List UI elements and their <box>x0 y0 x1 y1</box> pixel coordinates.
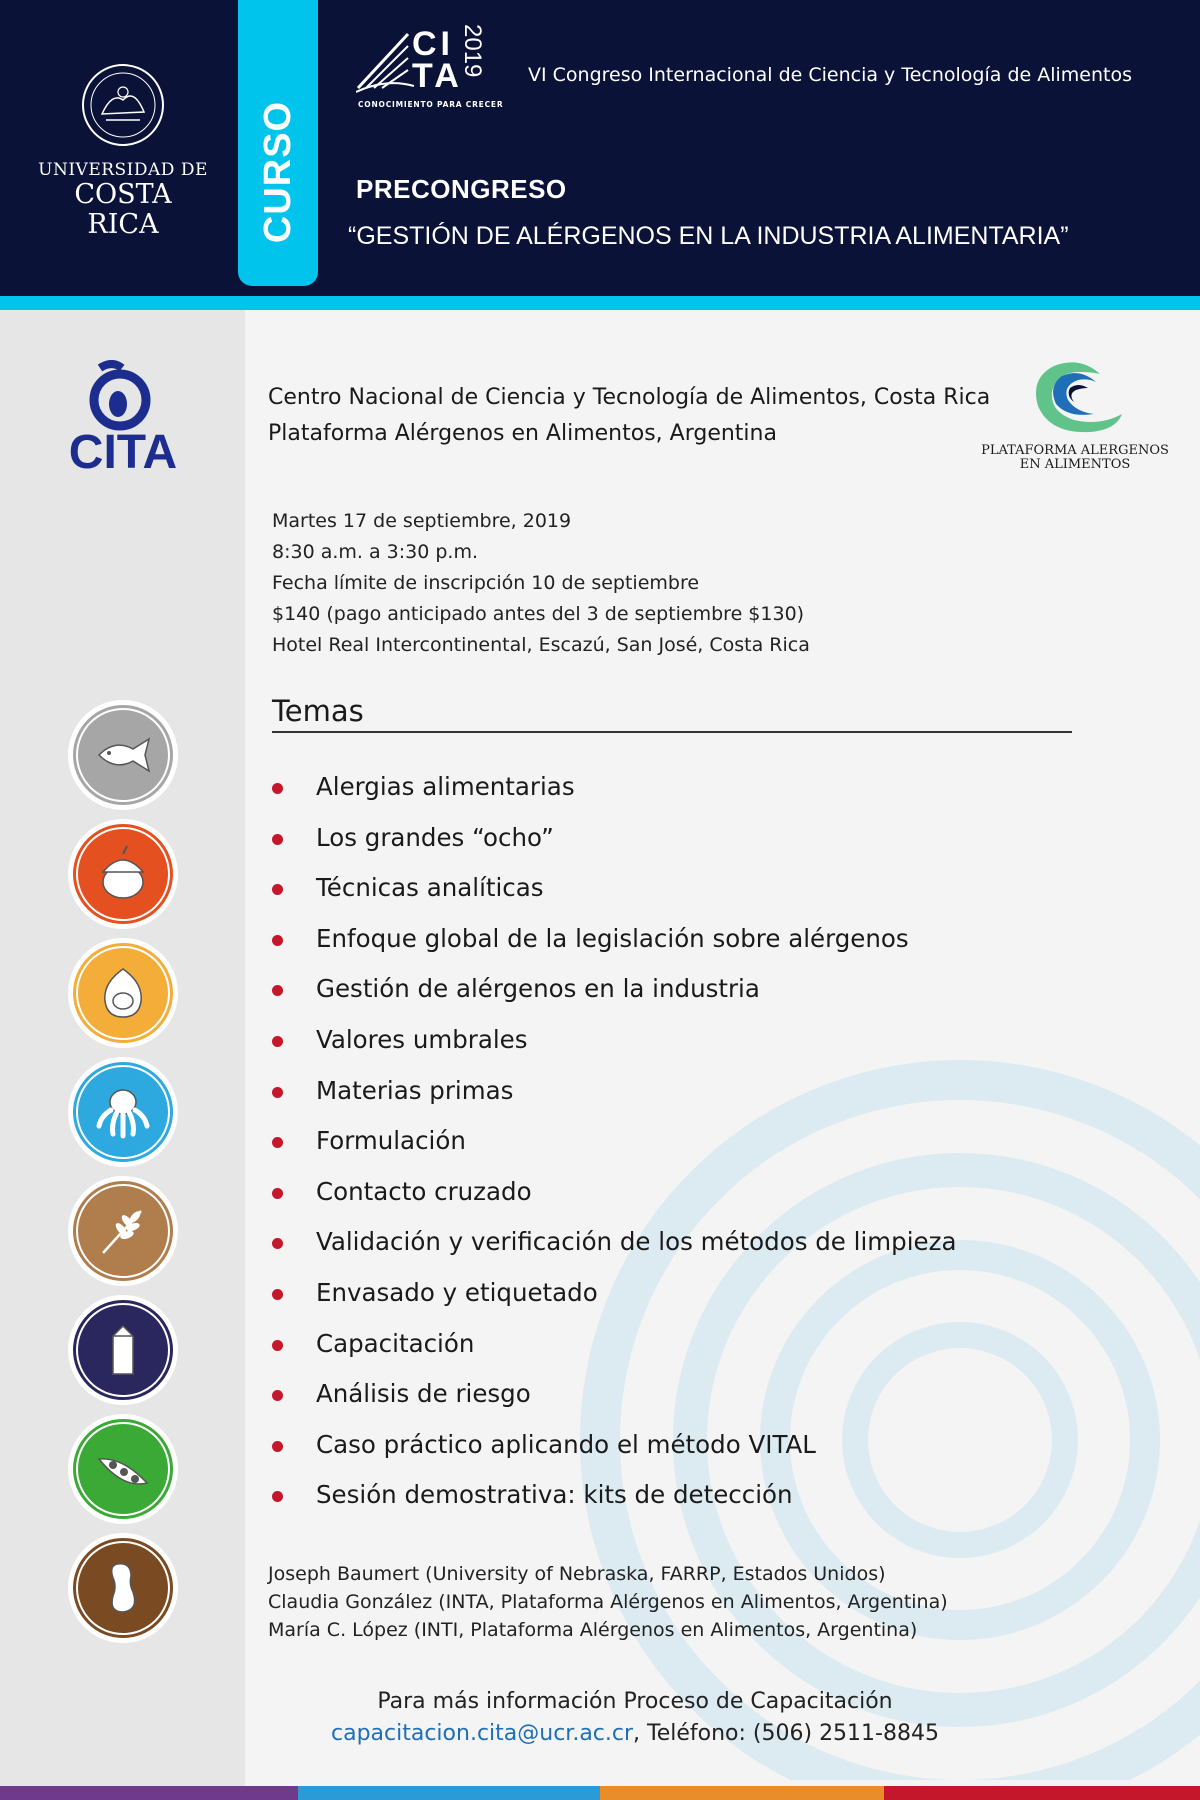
topic-item: Contacto cruzado <box>270 1167 1170 1218</box>
bullet-icon <box>272 1036 283 1047</box>
temas-divider <box>272 731 1072 733</box>
topic-item: Enfoque global de la legislación sobre alérgenos <box>270 914 1170 965</box>
event-details <box>272 506 810 661</box>
contact-phone: , Teléfono: (506) 2511-8845 <box>633 1721 939 1746</box>
topic-item: Capacitación <box>270 1319 1170 1370</box>
ucr-seal-icon <box>80 62 166 148</box>
precongreso-title: PRECONGRESO <box>356 174 567 204</box>
bullet-icon <box>272 1441 283 1452</box>
bottom-color-bar <box>0 1786 1200 1800</box>
bullet-icon <box>272 1238 283 1249</box>
event-price: $140 (pago anticipado antes del 3 de septiembre $130) <box>272 603 805 625</box>
curso-label: CURSO <box>257 100 299 244</box>
course-title: “GESTIÓN DE ALÉRGENOS EN LA INDUSTRIA ALIMENTARIA” <box>348 222 1069 250</box>
organizer-cita: Centro Nacional de Ciencia y Tecnología de Alimentos, Costa Rica <box>268 385 991 410</box>
allergen-icon-column <box>68 700 180 1652</box>
plataforma-logo-text <box>975 444 1175 472</box>
bullet-icon <box>272 1491 283 1502</box>
cita-letters-bottom: TA <box>412 57 463 95</box>
contact-line2 <box>245 1718 1025 1750</box>
bullet-icon <box>272 783 283 794</box>
nut-icon <box>93 844 153 904</box>
cita-logo-tagline: CONOCIMIENTO PARA CRECER <box>358 100 504 109</box>
bullet-icon <box>272 935 283 946</box>
topic-item: Caso práctico aplicando el método VITAL <box>270 1420 1170 1471</box>
university-name-line1: UNIVERSIDAD DE <box>38 160 208 180</box>
plataforma-swirl-icon <box>1020 356 1130 446</box>
cita-logo-letters <box>412 25 463 95</box>
bullet-icon <box>272 1087 283 1098</box>
topic-item: Valores umbrales <box>270 1015 1170 1066</box>
topic-item: Validación y verificación de los métodos de limpieza <box>270 1217 1170 1268</box>
peanut-allergen <box>68 1533 178 1643</box>
topic-item: Gestión de alérgenos en la industria <box>270 964 1170 1015</box>
egg-allergen <box>68 938 178 1048</box>
speaker-gonzalez: Claudia González (INTA, Plataforma Alérgenos en Alimentos, Argentina) <box>268 1591 948 1613</box>
event-date: Martes 17 de septiembre, 2019 <box>272 510 572 532</box>
nut-allergen <box>68 819 178 929</box>
cita-logo-year: 2019 <box>459 24 486 78</box>
octopus-icon <box>93 1082 153 1142</box>
topic-item: Formulación <box>270 1116 1170 1167</box>
milk-carton-icon <box>93 1320 153 1380</box>
header-banner <box>0 0 1200 296</box>
wheat-allergen <box>68 1176 178 1286</box>
peanut-icon <box>93 1558 153 1618</box>
milk-allergen <box>68 1295 178 1405</box>
topic-item: Envasado y etiquetado <box>270 1268 1170 1319</box>
topics-list <box>270 762 1170 1521</box>
contact-info <box>245 1686 1025 1750</box>
fish-icon <box>93 725 153 785</box>
bullet-icon <box>272 985 283 996</box>
university-name-line2: COSTA RICA <box>74 179 172 240</box>
egg-icon <box>93 963 153 1023</box>
ucr-logo <box>38 62 208 240</box>
cita-logo-text: CITA <box>68 426 178 475</box>
plataforma-logo-line1: PLATAFORMA ALERGENOS <box>981 443 1169 458</box>
cita-2019-logo <box>356 24 516 114</box>
plataforma-alergenos-logo <box>975 356 1175 476</box>
fish-allergen <box>68 700 178 810</box>
temas-heading: Temas <box>272 694 364 728</box>
bullet-icon <box>272 884 283 895</box>
soy-pod-icon <box>93 1439 153 1499</box>
cita-wing-icon <box>356 28 416 98</box>
topic-item: Los grandes “ocho” <box>270 813 1170 864</box>
event-time: 8:30 a.m. a 3:30 p.m. <box>272 541 479 563</box>
bottom-bar-red <box>884 1786 1200 1800</box>
bullet-icon <box>272 1390 283 1401</box>
bottom-bar-purple <box>0 1786 298 1800</box>
speaker-baumert: Joseph Baumert (University of Nebraska, FARRP, Estados Unidos) <box>268 1563 886 1585</box>
bullet-icon <box>272 1340 283 1351</box>
bullet-icon <box>272 1137 283 1148</box>
cita-logo-icon <box>58 360 188 475</box>
bullet-icon <box>272 834 283 845</box>
topic-item: Técnicas analíticas <box>270 863 1170 914</box>
speakers-list <box>268 1560 948 1644</box>
octopus-allergen <box>68 1057 178 1167</box>
wheat-icon <box>93 1201 153 1261</box>
topic-item: Materias primas <box>270 1066 1170 1117</box>
contact-email-link[interactable]: capacitacion.cita@ucr.ac.cr <box>331 1721 634 1746</box>
bullet-icon <box>272 1188 283 1199</box>
topic-item: Alergias alimentarias <box>270 762 1170 813</box>
header-stripe <box>0 296 1200 310</box>
bottom-bar-blue <box>298 1786 600 1800</box>
event-venue: Hotel Real Intercontinental, Escazú, San José, Costa Rica <box>272 634 810 656</box>
topic-item: Sesión demostrativa: kits de detección <box>270 1470 1170 1521</box>
plataforma-logo-line2: EN ALIMENTOS <box>1019 457 1131 472</box>
soy-allergen <box>68 1414 178 1524</box>
organizers <box>268 380 990 452</box>
speaker-lopez: María C. López (INTI, Plataforma Alérgenos en Alimentos, Argentina) <box>268 1619 918 1641</box>
cita-letters-top: CI <box>412 25 454 63</box>
topic-item: Análisis de riesgo <box>270 1369 1170 1420</box>
organizer-plataforma: Plataforma Alérgenos en Alimentos, Argentina <box>268 421 777 446</box>
contact-line1: Para más información Proceso de Capacitación <box>377 1689 893 1714</box>
event-deadline: Fecha límite de inscripción 10 de septiembre <box>272 572 700 594</box>
bullet-icon <box>272 1289 283 1300</box>
bottom-bar-orange <box>600 1786 884 1800</box>
congress-title: VI Congreso Internacional de Ciencia y Tecnología de Alimentos <box>528 64 1133 86</box>
